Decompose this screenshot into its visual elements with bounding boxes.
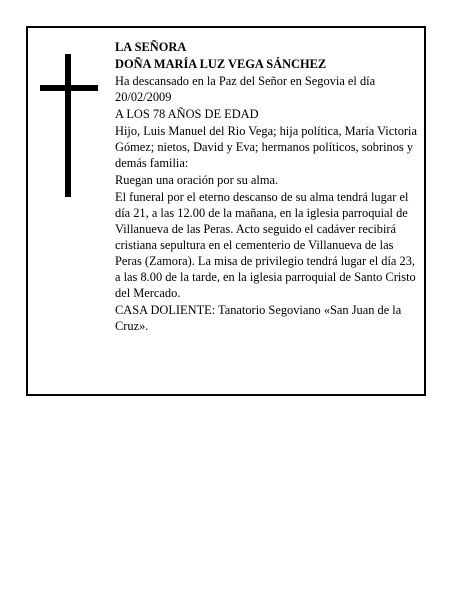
notice-title: LA SEÑORA [115, 40, 187, 54]
family-list: Hijo, Luis Manuel del Rio Vega; hija política, María Victoria Gómez; nietos, David y Eva; hermanos políticos, sobrinos y demás familia: [115, 124, 417, 170]
latin-cross-icon [40, 54, 98, 197]
obituary-notice [26, 26, 426, 396]
mourning-house: CASA DOLIENTE: Tanatorio Segoviano «San Juan de la Cruz». [115, 303, 402, 333]
cross-vertical-bar [65, 54, 71, 197]
age-line: A LOS 78 AÑOS DE EDAD [115, 107, 259, 121]
death-statement: Ha descansado en la Paz del Señor en Segovia el día 20/02/2009 [115, 74, 376, 104]
notice-text-block [115, 39, 423, 335]
funeral-details: El funeral por el eterno descanso de su alma tendrá lugar el día 21, a las 12.00 de la mañana, en la iglesia parroquial de Villanueva de las Peras. Acto seguido el cadáver recibirá cristiana sepultura en el cementerio de Villanueva de las Peras (Zamora). La misa de privilegio tendrá lugar el día 23, a las 8.00 de la tarde, en la iglesia parroquial de Santo Cristo del Mercado. [115, 190, 416, 300]
prayer-request: Ruegan una oración por su alma. [115, 173, 279, 187]
cross-horizontal-bar [40, 85, 98, 91]
deceased-name: DOÑA MARÍA LUZ VEGA SÁNCHEZ [115, 57, 327, 71]
